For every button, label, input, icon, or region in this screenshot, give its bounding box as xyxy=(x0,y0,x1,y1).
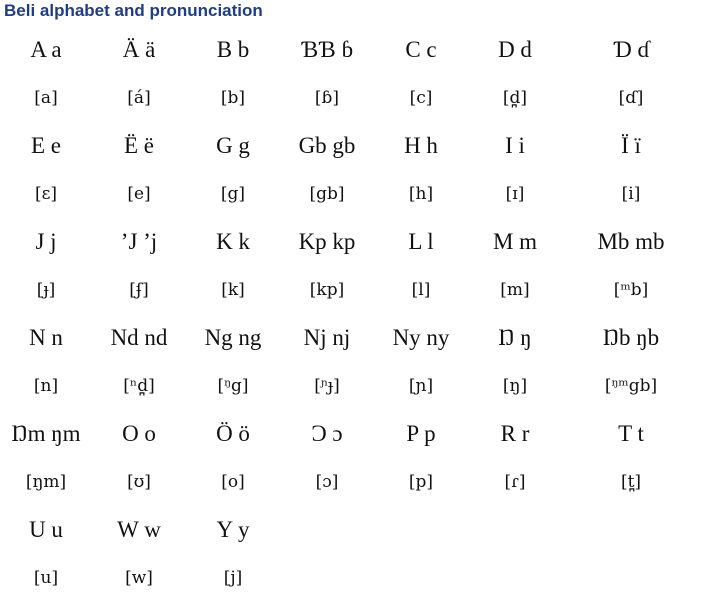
empty-cell xyxy=(562,554,700,602)
letter-cell: E e xyxy=(30,133,61,158)
letter-cell: ƁƁ ɓ xyxy=(300,37,354,62)
empty-cell xyxy=(562,506,700,554)
letter-cell: M m xyxy=(492,229,538,254)
letter-cell: ʼJ ʼj xyxy=(120,229,158,254)
letter-cell: L l xyxy=(408,229,434,254)
empty-cell xyxy=(374,506,468,554)
ipa-cell: [ʄ] xyxy=(129,280,149,300)
ipa-cell: [t̪] xyxy=(620,472,642,492)
empty-cell xyxy=(374,554,468,602)
letter-cell: K k xyxy=(216,229,250,254)
ipa-cell: [ᵑg] xyxy=(217,376,249,396)
letter-cell: B b xyxy=(216,37,250,62)
letter-cell: Ɔ ɔ xyxy=(311,421,343,446)
letter-cell: N n xyxy=(29,325,63,350)
ipa-cell: [l] xyxy=(411,280,431,300)
letter-cell: Ë ë xyxy=(123,133,154,158)
ipa-cell: [h] xyxy=(408,184,434,204)
ipa-cell: [j] xyxy=(223,568,243,588)
letter-cell: G g xyxy=(216,133,250,158)
ipa-cell: [o] xyxy=(221,472,245,492)
ipa-cell: [a] xyxy=(34,88,58,108)
empty-cell xyxy=(280,554,374,602)
empty-cell xyxy=(468,506,562,554)
letter-cell: Mb mb xyxy=(597,229,665,254)
letter-cell: Ä ä xyxy=(122,37,156,62)
ipa-cell: [w] xyxy=(125,568,153,588)
ipa-cell: [i] xyxy=(621,184,641,204)
letter-cell: D d xyxy=(498,37,532,62)
ipa-cell: [n] xyxy=(33,376,59,396)
letter-cell: Ŋ ŋ xyxy=(498,325,532,350)
ipa-cell: [ŋm] xyxy=(25,472,67,492)
ipa-cell: [ɟ] xyxy=(36,280,56,300)
letter-cell: O o xyxy=(122,421,156,446)
empty-cell xyxy=(468,554,562,602)
letter-cell: Ŋm ŋm xyxy=(11,421,81,446)
letter-cell: A a xyxy=(30,37,62,62)
ipa-cell: [ɔ] xyxy=(315,472,339,492)
letter-cell: Ɗ ɗ xyxy=(613,37,649,62)
ipa-cell: [ɾ] xyxy=(504,472,526,492)
ipa-cell: [ɓ] xyxy=(314,88,340,108)
ipa-cell: [ŋ] xyxy=(502,376,528,396)
ipa-cell: [á] xyxy=(127,88,151,108)
letter-cell: H h xyxy=(404,133,438,158)
letter-cell: Y y xyxy=(216,517,250,542)
ipa-cell: [c] xyxy=(409,88,433,108)
letter-cell: Gb gb xyxy=(298,133,356,158)
ipa-cell: [ᵑᵐgb] xyxy=(604,376,658,396)
ipa-cell: [ⁿd̪] xyxy=(123,376,155,396)
ipa-cell: [b] xyxy=(220,88,246,108)
letter-cell: Ŋb ŋb xyxy=(602,325,660,350)
letter-cell: I i xyxy=(505,133,525,158)
letter-cell: P p xyxy=(406,421,436,446)
ipa-cell: [k] xyxy=(221,280,245,300)
letter-cell: Ng ng xyxy=(204,325,262,350)
ipa-cell: [ɲ] xyxy=(408,376,434,396)
ipa-cell: [m] xyxy=(500,280,530,300)
alphabet-table xyxy=(0,26,700,602)
ipa-cell: [ɪ] xyxy=(505,184,525,204)
ipa-cell: [d̪] xyxy=(502,88,528,108)
ipa-cell: [ɗ] xyxy=(618,88,644,108)
letter-cell: Nd nd xyxy=(110,325,168,350)
letter-cell: Nj nj xyxy=(303,325,351,350)
letter-cell: J j xyxy=(35,229,57,254)
letter-cell: R r xyxy=(500,421,530,446)
ipa-cell: [u] xyxy=(33,568,59,588)
ipa-cell: [g] xyxy=(220,184,246,204)
letter-cell: Ï ï xyxy=(621,133,641,158)
ipa-cell: [p] xyxy=(408,472,434,492)
letter-cell: Ny ny xyxy=(392,325,450,350)
letter-cell: Ö ö xyxy=(216,421,250,446)
letter-cell: T t xyxy=(618,421,644,446)
ipa-cell: [ɛ] xyxy=(34,184,58,204)
ipa-cell: [kp] xyxy=(309,280,345,300)
ipa-cell: [gb] xyxy=(309,184,345,204)
letter-cell: Kp kp xyxy=(298,229,356,254)
letter-cell: C c xyxy=(405,37,437,62)
ipa-cell: [ᵐb] xyxy=(613,280,649,300)
page-title: Beli alphabet and pronunciation xyxy=(4,1,263,20)
ipa-cell: [ᶮɟ] xyxy=(314,376,340,396)
letter-cell: U u xyxy=(29,517,63,542)
ipa-cell: [ʊ] xyxy=(127,472,151,492)
ipa-cell: [e] xyxy=(127,184,151,204)
empty-cell xyxy=(280,506,374,554)
letter-cell: W w xyxy=(117,517,161,542)
